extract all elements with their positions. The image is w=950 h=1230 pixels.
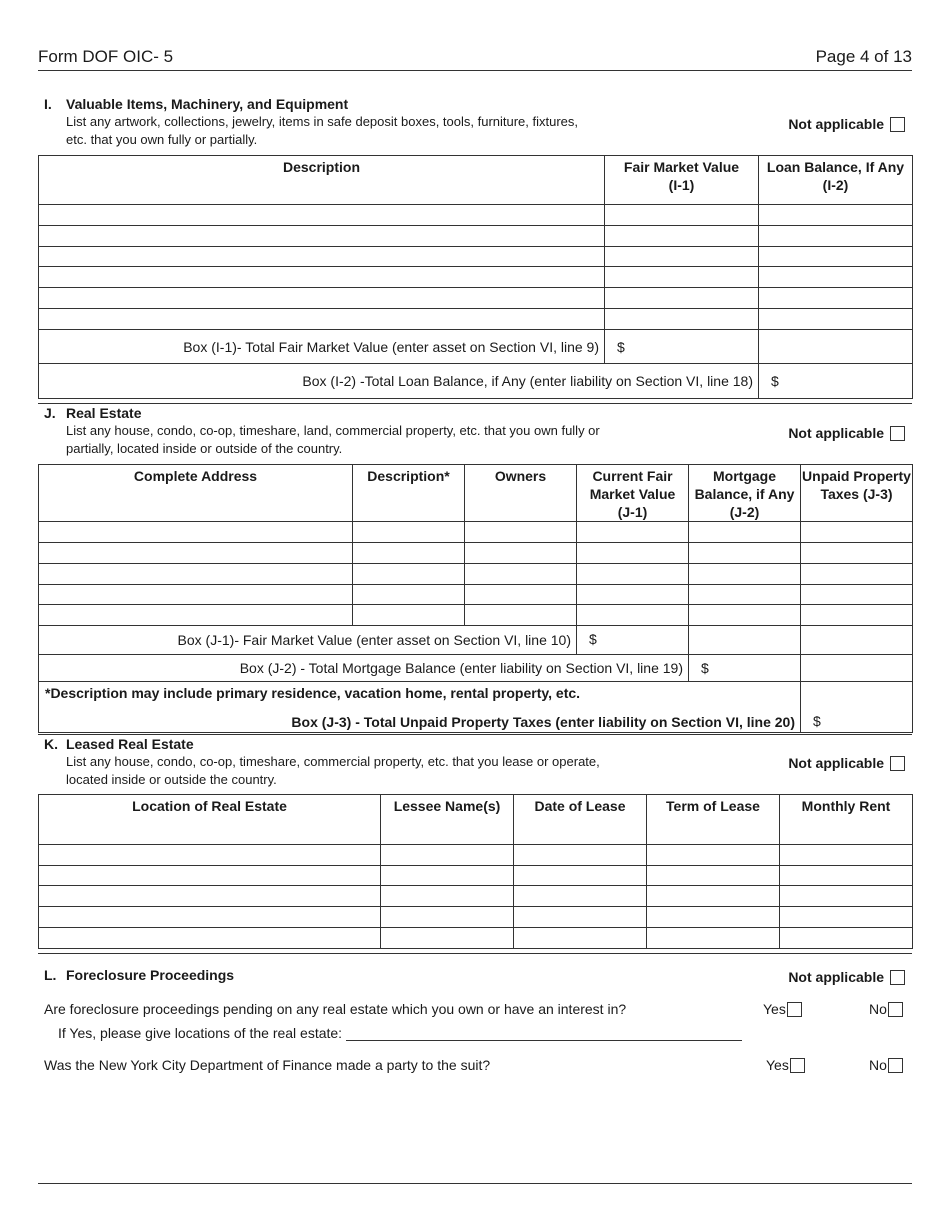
table-cell[interactable] bbox=[39, 886, 381, 907]
table-cell[interactable] bbox=[465, 605, 577, 626]
table-cell[interactable] bbox=[353, 543, 465, 564]
section-j-not-applicable bbox=[788, 425, 905, 441]
table-row[interactable] bbox=[39, 288, 913, 309]
table-row[interactable] bbox=[39, 886, 913, 907]
table-cell[interactable] bbox=[647, 886, 780, 907]
box-j2-value[interactable]: $ bbox=[689, 655, 801, 682]
table-cell[interactable] bbox=[465, 522, 577, 543]
question-foreclosure-pending: Are foreclosure proceedings pending on any real estate which you own or have an interest in? bbox=[44, 1001, 627, 1017]
table-cell[interactable] bbox=[381, 886, 514, 907]
table-cell[interactable] bbox=[465, 585, 577, 605]
description-note: *Description may include primary residence, vacation home, rental property, etc. bbox=[45, 685, 581, 701]
no-label: No bbox=[869, 1001, 887, 1017]
table-cell[interactable] bbox=[39, 845, 381, 866]
col-description: Description* bbox=[353, 465, 465, 522]
section-k-not-applicable bbox=[788, 755, 905, 771]
section-j-description bbox=[66, 422, 600, 458]
table-cell[interactable] bbox=[689, 522, 801, 543]
q1-yes-checkbox[interactable] bbox=[787, 1002, 802, 1017]
box-j3-value[interactable]: $ bbox=[801, 682, 913, 733]
table-cell[interactable] bbox=[39, 928, 381, 949]
section-k-desc-line2: located inside or outside the country. bbox=[66, 772, 277, 787]
table-row[interactable] bbox=[39, 845, 913, 866]
q1-locations-input[interactable] bbox=[346, 1026, 742, 1041]
box-i2-label: Box (I-2) -Total Loan Balance, if Any (enter liability on Section VI, line 18) bbox=[39, 364, 759, 399]
table-row[interactable] bbox=[39, 605, 913, 626]
section-j-desc-line2: partially, located inside or outside of the country. bbox=[66, 441, 343, 456]
col-unpaid-property-taxes: Unpaid Property Taxes (J-3) bbox=[801, 465, 913, 522]
table-cell[interactable] bbox=[801, 522, 913, 543]
table-row[interactable] bbox=[39, 866, 913, 886]
table-cell[interactable] bbox=[577, 564, 689, 585]
form-id: Form DOF OIC- 5 bbox=[38, 47, 174, 66]
col-date-of-lease: Date of Lease bbox=[514, 795, 647, 845]
table-cell[interactable] bbox=[689, 564, 801, 585]
section-k-not-applicable-checkbox[interactable] bbox=[890, 756, 905, 771]
table-cell[interactable] bbox=[759, 247, 913, 267]
q2-yes-checkbox[interactable] bbox=[790, 1058, 805, 1073]
section-j-title bbox=[44, 405, 141, 421]
section-i-title-text: Valuable Items, Machinery, and Equipment bbox=[66, 96, 349, 112]
table-cell[interactable] bbox=[689, 605, 801, 626]
q1-yes bbox=[763, 1001, 802, 1017]
not-applicable-label: Not applicable bbox=[788, 116, 884, 132]
section-j-title-text: Real Estate bbox=[66, 405, 142, 421]
table-row[interactable] bbox=[39, 309, 913, 330]
table-row[interactable] bbox=[39, 907, 913, 928]
section-i-desc-line1: List any artwork, collections, jewelry, items in safe deposit boxes, tools, furniture, fixtures, bbox=[66, 114, 579, 129]
table-cell[interactable] bbox=[39, 564, 353, 585]
box-j2-label: Box (J-2) - Total Mortgage Balance (enter liability on Section VI, line 19) bbox=[39, 655, 689, 682]
section-l-title-text: Foreclosure Proceedings bbox=[66, 967, 235, 983]
table-cell[interactable] bbox=[39, 605, 353, 626]
table-cell[interactable] bbox=[39, 522, 353, 543]
section-i-desc-line2: etc. that you own fully or partially. bbox=[66, 132, 258, 147]
table-row[interactable] bbox=[39, 585, 913, 605]
section-l-letter: L. bbox=[44, 967, 57, 983]
q1-no-checkbox[interactable] bbox=[888, 1002, 903, 1017]
table-row[interactable] bbox=[39, 543, 913, 564]
not-applicable-label: Not applicable bbox=[788, 755, 884, 771]
table-cell[interactable] bbox=[39, 205, 605, 226]
table-cell[interactable] bbox=[39, 288, 605, 309]
table-cell[interactable] bbox=[577, 522, 689, 543]
col-loan-balance: Loan Balance, If Any (I-2) bbox=[759, 156, 913, 205]
table-cell[interactable] bbox=[39, 309, 605, 330]
table-cell[interactable] bbox=[605, 205, 759, 226]
box-j1-empty bbox=[689, 626, 801, 655]
table-row[interactable] bbox=[39, 226, 913, 247]
table-cell[interactable] bbox=[780, 866, 913, 886]
table-cell[interactable] bbox=[514, 928, 647, 949]
section-divider bbox=[38, 953, 912, 954]
box-i1-value[interactable]: $ bbox=[605, 330, 759, 364]
section-l-not-applicable-checkbox[interactable] bbox=[890, 970, 905, 985]
table-cell[interactable] bbox=[577, 605, 689, 626]
col-current-fair-market-value: Current Fair Market Value (J-1) bbox=[577, 465, 689, 522]
no-label: No bbox=[869, 1057, 887, 1073]
box-j1-empty bbox=[801, 626, 913, 655]
table-cell[interactable] bbox=[353, 564, 465, 585]
section-j-letter: J. bbox=[44, 405, 56, 421]
col-description: Description bbox=[39, 156, 605, 205]
col-fair-market-value: Fair Market Value (I-1) bbox=[605, 156, 759, 205]
table-cell[interactable] bbox=[577, 543, 689, 564]
table-cell[interactable] bbox=[353, 605, 465, 626]
table-cell[interactable] bbox=[465, 564, 577, 585]
table-cell[interactable] bbox=[605, 267, 759, 288]
table-cell[interactable] bbox=[381, 845, 514, 866]
section-k-description bbox=[66, 753, 600, 789]
table-cell[interactable] bbox=[801, 585, 913, 605]
section-i-description bbox=[66, 113, 578, 149]
box-j3-row bbox=[39, 682, 801, 733]
table-cell[interactable] bbox=[577, 585, 689, 605]
section-i-not-applicable-checkbox[interactable] bbox=[890, 117, 905, 132]
table-cell[interactable] bbox=[689, 585, 801, 605]
box-j1-value[interactable]: $ bbox=[577, 626, 689, 655]
table-cell[interactable] bbox=[647, 907, 780, 928]
section-i-title bbox=[44, 96, 348, 112]
box-j1-label: Box (J-1)- Fair Market Value (enter asset on Section VI, line 10) bbox=[39, 626, 577, 655]
table-cell[interactable] bbox=[647, 928, 780, 949]
table-cell[interactable] bbox=[780, 845, 913, 866]
col-monthly-rent: Monthly Rent bbox=[780, 795, 913, 845]
table-cell[interactable] bbox=[514, 886, 647, 907]
table-row[interactable] bbox=[39, 247, 913, 267]
section-l-title bbox=[44, 967, 234, 983]
col-mortgage-balance: Mortgage Balance, if Any (J-2) bbox=[689, 465, 801, 522]
section-j-table bbox=[38, 464, 913, 733]
box-i2-value[interactable]: $ bbox=[759, 364, 913, 399]
section-j-desc-line1: List any house, condo, co-op, timeshare, land, commercial property, etc. that you own fully or bbox=[66, 423, 600, 438]
table-cell[interactable] bbox=[465, 543, 577, 564]
table-cell[interactable] bbox=[759, 288, 913, 309]
table-cell[interactable] bbox=[780, 907, 913, 928]
table-cell[interactable] bbox=[605, 309, 759, 330]
section-k-letter: K. bbox=[44, 736, 58, 752]
q2-no bbox=[869, 1057, 903, 1073]
yes-label: Yes bbox=[763, 1001, 786, 1017]
table-cell[interactable] bbox=[39, 907, 381, 928]
not-applicable-label: Not applicable bbox=[788, 969, 884, 985]
q1-no bbox=[869, 1001, 903, 1017]
section-divider bbox=[38, 403, 912, 404]
not-applicable-label: Not applicable bbox=[788, 425, 884, 441]
section-i-not-applicable bbox=[788, 116, 905, 132]
col-complete-address: Complete Address bbox=[39, 465, 353, 522]
table-cell[interactable] bbox=[759, 226, 913, 247]
table-cell[interactable] bbox=[647, 866, 780, 886]
section-i-table bbox=[38, 155, 913, 399]
section-i-letter: I. bbox=[44, 96, 52, 112]
table-cell[interactable] bbox=[801, 605, 913, 626]
table-cell[interactable] bbox=[759, 267, 913, 288]
table-cell[interactable] bbox=[759, 205, 913, 226]
table-cell[interactable] bbox=[514, 907, 647, 928]
q2-no-checkbox[interactable] bbox=[888, 1058, 903, 1073]
table-cell[interactable] bbox=[39, 866, 381, 886]
table-cell[interactable] bbox=[39, 267, 605, 288]
table-cell[interactable] bbox=[647, 845, 780, 866]
table-cell[interactable] bbox=[381, 907, 514, 928]
table-cell[interactable] bbox=[759, 309, 913, 330]
table-cell[interactable] bbox=[353, 585, 465, 605]
q1-locations-label: If Yes, please give locations of the real estate: bbox=[58, 1025, 343, 1041]
col-owners: Owners bbox=[465, 465, 577, 522]
section-l-not-applicable bbox=[788, 969, 905, 985]
col-term-of-lease: Term of Lease bbox=[647, 795, 780, 845]
box-j3-label: Box (J-3) - Total Unpaid Property Taxes (enter liability on Section VI, line 20) bbox=[291, 714, 795, 730]
section-j-not-applicable-checkbox[interactable] bbox=[890, 426, 905, 441]
box-j2-empty bbox=[801, 655, 913, 682]
table-cell[interactable] bbox=[381, 928, 514, 949]
table-cell[interactable] bbox=[689, 543, 801, 564]
table-cell[interactable] bbox=[605, 288, 759, 309]
section-k-title-text: Leased Real Estate bbox=[66, 736, 194, 752]
table-cell[interactable] bbox=[801, 543, 913, 564]
table-row[interactable] bbox=[39, 267, 913, 288]
table-cell[interactable] bbox=[39, 585, 353, 605]
table-cell[interactable] bbox=[381, 866, 514, 886]
table-cell[interactable] bbox=[801, 564, 913, 585]
yes-label: Yes bbox=[766, 1057, 789, 1073]
section-k-table bbox=[38, 794, 913, 949]
section-k-title bbox=[44, 736, 194, 752]
table-cell[interactable] bbox=[39, 247, 605, 267]
box-i1-label: Box (I-1)- Total Fair Market Value (enter asset on Section VI, line 9) bbox=[39, 330, 605, 364]
table-row[interactable] bbox=[39, 928, 913, 949]
header-divider bbox=[38, 70, 912, 71]
col-lessee: Lessee Name(s) bbox=[381, 795, 514, 845]
table-cell[interactable] bbox=[353, 522, 465, 543]
table-row[interactable] bbox=[39, 205, 913, 226]
page-number: Page 4 of 13 bbox=[815, 47, 912, 66]
table-cell[interactable] bbox=[605, 226, 759, 247]
table-cell[interactable] bbox=[39, 226, 605, 247]
table-cell[interactable] bbox=[39, 543, 353, 564]
table-row[interactable] bbox=[39, 564, 913, 585]
table-cell[interactable] bbox=[780, 928, 913, 949]
q1-locations bbox=[58, 1025, 742, 1041]
col-location: Location of Real Estate bbox=[39, 795, 381, 845]
box-i1-empty bbox=[759, 330, 913, 364]
table-cell[interactable] bbox=[605, 247, 759, 267]
question-dof-party: Was the New York City Department of Finance made a party to the suit? bbox=[44, 1057, 491, 1073]
table-cell[interactable] bbox=[514, 845, 647, 866]
section-k-desc-line1: List any house, condo, co-op, timeshare, commercial property, etc. that you lease or operate, bbox=[66, 754, 600, 769]
table-row[interactable] bbox=[39, 522, 913, 543]
footer-divider bbox=[38, 1183, 912, 1184]
q2-yes bbox=[766, 1057, 805, 1073]
section-divider bbox=[38, 734, 912, 735]
table-cell[interactable] bbox=[514, 866, 647, 886]
table-cell[interactable] bbox=[780, 886, 913, 907]
